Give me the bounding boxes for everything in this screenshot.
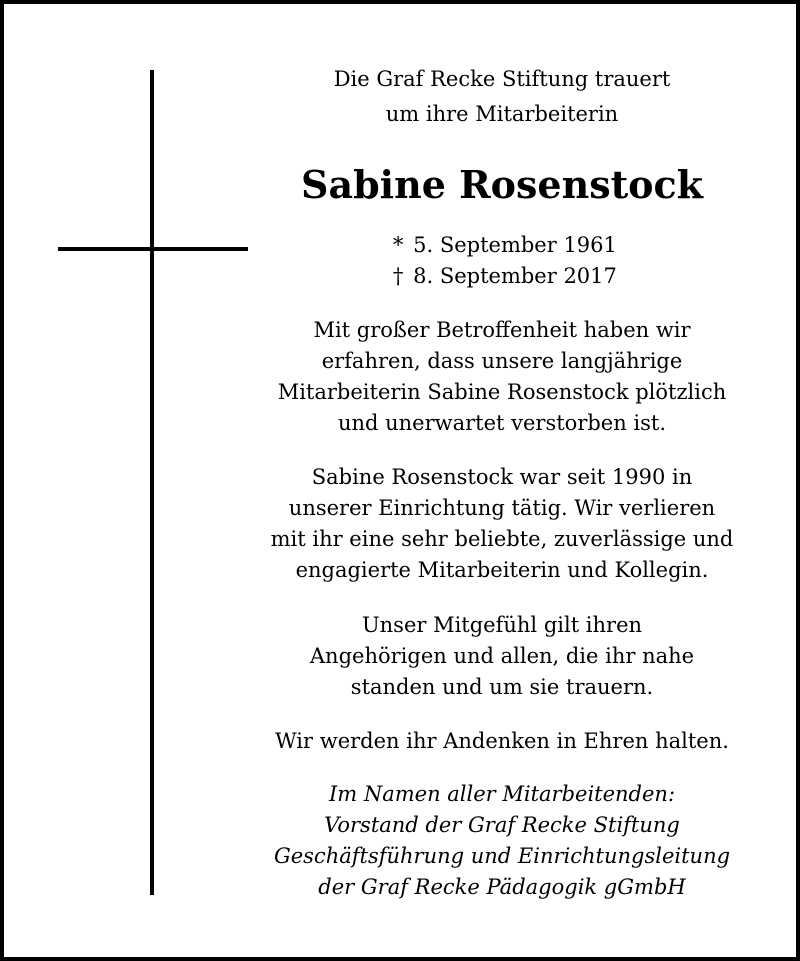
signature-line: Vorstand der Graf Recke Stiftung — [324, 813, 680, 837]
notice-content — [252, 62, 752, 903]
paragraph-line: Mit großer Betroffenheit haben wir — [313, 318, 691, 342]
paragraph-remembrance — [252, 726, 752, 757]
intro-text — [252, 62, 752, 132]
life-dates — [252, 230, 752, 292]
paragraph-line: mit ihr eine sehr beliebte, zuverlässige und — [270, 527, 734, 551]
signature-line: Geschäftsführung und Einrichtungsleitung — [273, 844, 731, 868]
birth-date: 5. September 1961 — [413, 233, 617, 257]
paragraph-line: erfahren, dass unsere langjährige — [321, 349, 683, 373]
paragraph-line: unserer Einrichtung tätig. Wir verlieren — [288, 496, 716, 520]
death-date: 8. September 2017 — [413, 264, 617, 288]
intro-line: um ihre Mitarbeiterin — [385, 102, 619, 126]
cross-horizontal-bar — [58, 247, 248, 251]
paragraph-line: und unerwartet verstorben ist. — [337, 411, 667, 435]
signature-line: Im Namen aller Mitarbeitenden: — [328, 782, 676, 806]
signature-line: der Graf Recke Pädagogik gGmbH — [318, 875, 686, 899]
death-date-line — [252, 261, 752, 292]
intro-line: Die Graf Recke Stiftung trauert — [333, 67, 671, 91]
paragraph-sympathy — [252, 610, 752, 703]
paragraph-career — [252, 462, 752, 586]
paragraph-line: Mitarbeiterin Sabine Rosenstock plötzlich — [277, 380, 727, 404]
paragraph-line: Sabine Rosenstock war seit 1990 in — [311, 465, 693, 489]
paragraph-line: engagierte Mitarbeiterin und Kollegin. — [295, 558, 709, 582]
signature-block — [252, 779, 752, 903]
paragraph-line: Unser Mitgefühl gilt ihren — [361, 613, 643, 637]
paragraph-line: Wir werden ihr Andenken in Ehren halten. — [275, 729, 729, 753]
cross-vertical-bar — [150, 70, 154, 895]
birth-star-icon: * — [392, 233, 404, 257]
deceased-name: Sabine Rosenstock — [301, 162, 703, 207]
paragraph-line: Angehörigen und allen, die ihr nahe — [309, 644, 695, 668]
birth-date-line — [252, 230, 752, 261]
death-dagger-icon: † — [392, 264, 404, 288]
paragraph-condolence — [252, 315, 752, 439]
paragraph-line: standen und um sie trauern. — [350, 675, 654, 699]
